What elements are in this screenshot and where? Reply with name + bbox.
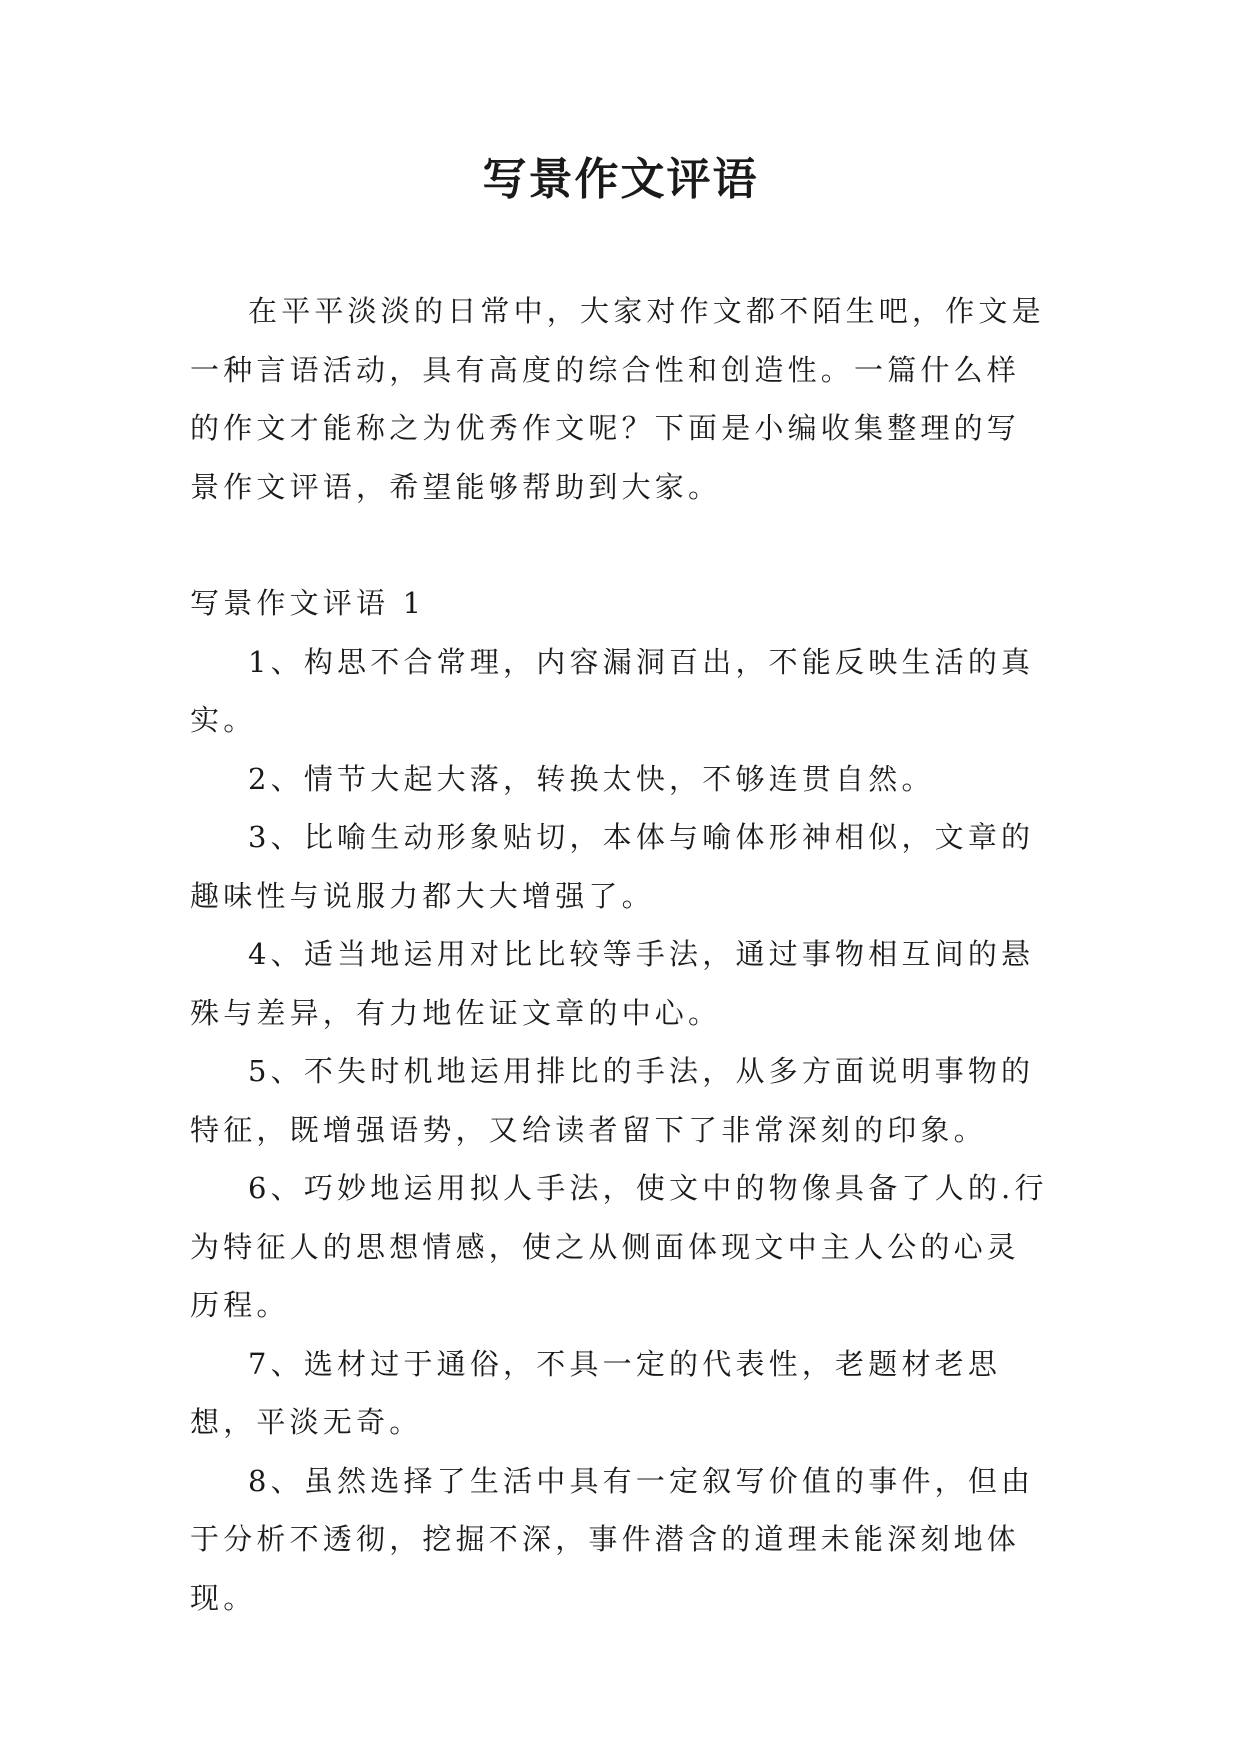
document-title: 写景作文评语 <box>482 154 759 205</box>
list-item: 8、虽然选择了生活中具有一定叙写价值的事件，但由于分析不透彻，挖掘不深，事件潜含的道理未能深刻地体现。 <box>190 1463 1035 1615</box>
list-item: 3、比喻生动形象贴切，本体与喻体形神相似，文章的趣味性与说服力都大大增强了。 <box>190 820 1035 913</box>
list-item: 6、巧妙地运用拟人手法，使文中的物像具备了人的.行为特征人的思想情感，使之从侧面体现文中主人公的心灵历程。 <box>190 1171 1048 1322</box>
document-body <box>190 282 1050 1627</box>
list-item: 5、不失时机地运用排比的手法，从多方面说明事物的特征，既增强语势，又给读者留下了非常深刻的印象。 <box>190 1054 1035 1147</box>
section-heading: 写景作文评语 1 <box>190 586 426 620</box>
list-item: 4、适当地运用对比比较等手法，通过事物相互间的悬殊与差异，有力地佐证文章的中心。 <box>190 937 1035 1030</box>
list-item: 1、构思不合常理，内容漏洞百出，不能反映生活的真实。 <box>190 644 1035 737</box>
list-item: 2、情节大起大落，转换太快，不够连贯自然。 <box>248 761 935 796</box>
intro-paragraph: 在平平淡淡的日常中，大家对作文都不陌生吧，作文是一种言语活动，具有高度的综合性和创造性。一篇什么样的作文才能称之为优秀作文呢？下面是小编收集整理的写景作文评语，希望能够帮助到大家。 <box>190 294 1045 504</box>
list-item: 7、选材过于通俗，不具一定的代表性，老题材老思想，平淡无奇。 <box>190 1346 1002 1439</box>
